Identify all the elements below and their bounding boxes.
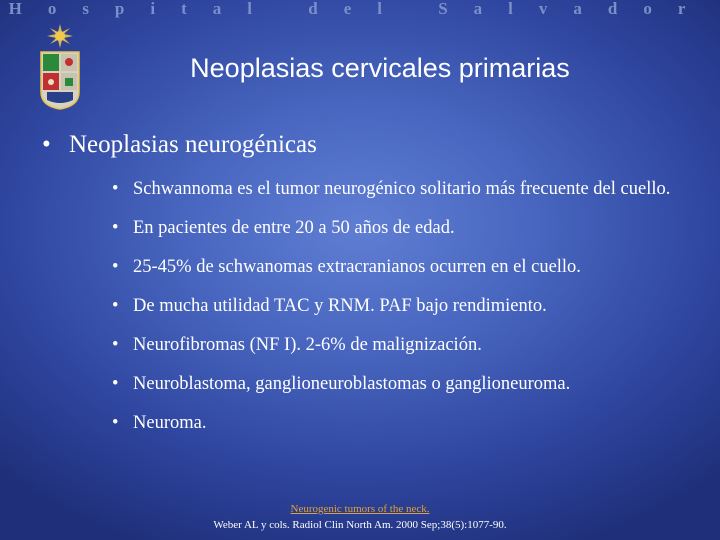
hospital-header: Hospital del Salvador bbox=[8, 0, 712, 18]
sub-bullet-list bbox=[112, 176, 672, 449]
list-item-text: Neuroma. bbox=[133, 413, 207, 433]
reference-citation: Weber AL y cols. Radiol Clin North Am. 2000 Sep;38(5):1077-90. bbox=[213, 519, 507, 531]
list-item-text: Schwannoma es el tumor neurogénico solitario más frecuente del cuello. bbox=[133, 179, 671, 199]
bullet-icon: • bbox=[112, 179, 119, 199]
bullet-icon: • bbox=[112, 374, 119, 394]
list-item bbox=[112, 176, 672, 203]
shield-icon bbox=[41, 52, 79, 109]
bullet-icon: • bbox=[112, 218, 119, 238]
bullet-icon: • bbox=[112, 296, 119, 316]
star-icon bbox=[47, 24, 73, 48]
coat-of-arms-logo bbox=[37, 22, 83, 110]
list-item bbox=[112, 371, 672, 398]
bullet-icon: • bbox=[112, 335, 119, 355]
main-bullet bbox=[42, 131, 317, 159]
list-item-text: 25-45% de schwanomas extracranianos ocurren en el cuello. bbox=[133, 257, 581, 277]
list-item-text: En pacientes de entre 20 a 50 años de edad. bbox=[133, 218, 455, 238]
bullet-icon: • bbox=[42, 131, 51, 158]
list-item bbox=[112, 293, 672, 320]
list-item-text: Neurofibromas (NF I). 2-6% de malignización. bbox=[133, 335, 482, 355]
list-item bbox=[112, 215, 672, 242]
list-item-text: Neuroblastoma, ganglioneuroblastomas o ganglioneuroma. bbox=[133, 374, 571, 394]
list-item bbox=[112, 410, 672, 437]
slide-title: Neoplasias cervicales primarias bbox=[190, 53, 570, 83]
reference-link[interactable]: Neurogenic tumors of the neck. bbox=[290, 503, 430, 515]
bullet-icon: • bbox=[112, 413, 119, 433]
list-item bbox=[112, 332, 672, 359]
main-bullet-text: Neoplasias neurogénicas bbox=[69, 131, 317, 158]
bullet-icon: • bbox=[112, 257, 119, 277]
list-item bbox=[112, 254, 672, 281]
list-item-text: De mucha utilidad TAC y RNM. PAF bajo rendimiento. bbox=[133, 296, 547, 316]
